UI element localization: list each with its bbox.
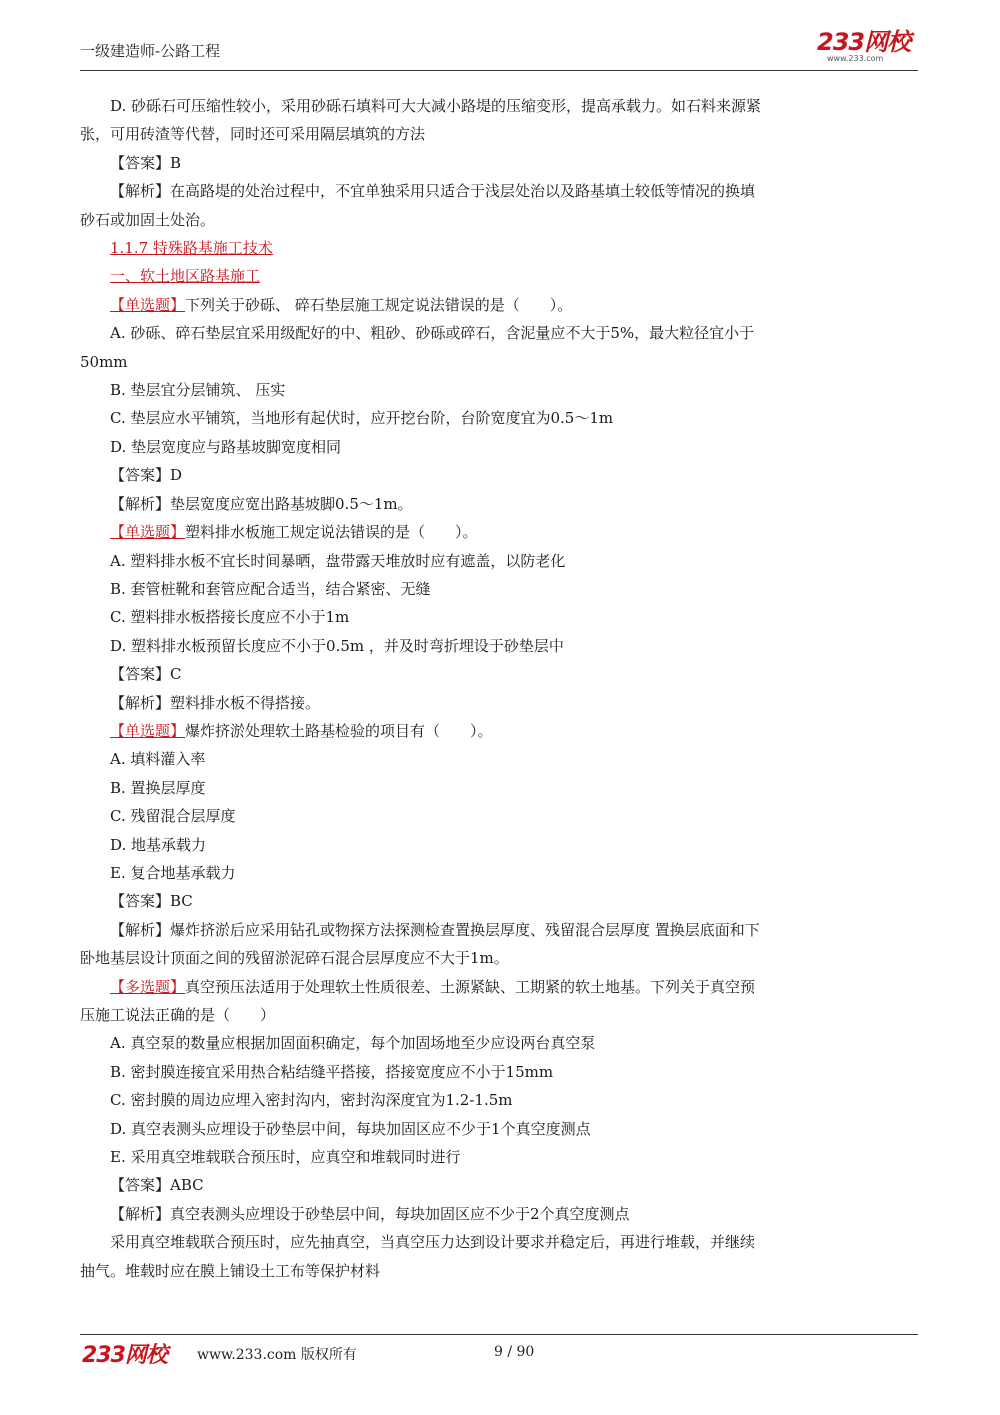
line-text: 【答案】C bbox=[110, 665, 182, 684]
text-line bbox=[80, 1086, 920, 1114]
logo-text: 233网校 bbox=[817, 28, 911, 56]
line-text: E. 采用真空堆载联合预压时，应真空和堆载同时进行 bbox=[110, 1148, 461, 1167]
line-text: 【解析】垫层宽度应宽出路基坡脚0.5～1m。 bbox=[110, 494, 413, 513]
text-line bbox=[80, 802, 920, 830]
line-text: B. 套管桩靴和套管应配合适当，结合紧密、无缝 bbox=[110, 579, 431, 598]
text-line bbox=[80, 632, 920, 660]
line-text: 张，可用砖渣等代替，同时还可采用隔层填筑的方法 bbox=[80, 125, 426, 144]
text-line bbox=[80, 1001, 920, 1029]
text-line bbox=[80, 547, 920, 575]
text-line bbox=[80, 1171, 920, 1199]
line-text: 【答案】D bbox=[110, 466, 183, 485]
text-line bbox=[80, 1029, 920, 1057]
text-line bbox=[80, 973, 920, 1001]
page-number: 9 / 90 bbox=[494, 1344, 535, 1360]
text-line bbox=[80, 490, 920, 518]
line-text: 砂石或加固土处治。 bbox=[80, 210, 216, 229]
text-line bbox=[80, 1143, 920, 1171]
line-text: B. 垫层宜分层铺筑、 压实 bbox=[110, 381, 286, 400]
text-line bbox=[80, 262, 920, 290]
text-line bbox=[80, 887, 920, 915]
question-type-tag: 【单选题】 bbox=[110, 523, 186, 542]
text-line bbox=[80, 944, 920, 972]
question-type-tag: 【单选题】 bbox=[110, 721, 186, 740]
line-text: 【解析】爆炸挤淤后应采用钻孔或物探方法探测检查置换层厚度、残留混合层厚度 置换层底面和下 bbox=[110, 920, 760, 939]
question-type-tag: 【单选题】 bbox=[110, 295, 186, 314]
text-line bbox=[80, 319, 920, 347]
text-line bbox=[80, 1257, 920, 1285]
text-line bbox=[80, 149, 920, 177]
brand-logo[interactable] bbox=[817, 30, 927, 70]
line-text: B. 置换层厚度 bbox=[110, 778, 206, 797]
text-line bbox=[80, 603, 920, 631]
line-text: A. 真空泵的数量应根据加固面积确定，每个加固场地至少应设两台真空泵 bbox=[110, 1034, 596, 1053]
text-line bbox=[80, 404, 920, 432]
footer-logo[interactable]: 233网校 bbox=[82, 1343, 167, 1368]
line-text: 【解析】真空表测头应埋设于砂垫层中间，每块加固区应不少于2个真空度测点 bbox=[110, 1204, 630, 1223]
text-line bbox=[80, 376, 920, 404]
text-line bbox=[80, 234, 920, 262]
text-line bbox=[80, 120, 920, 148]
line-text: D. 真空表测头应埋设于砂垫层中间，每块加固区应不少于1个真空度测点 bbox=[110, 1119, 591, 1138]
line-text: 下列关于砂砾、 碎石垫层施工规定说法错误的是（ ）。 bbox=[185, 295, 573, 314]
line-text: 【答案】B bbox=[110, 153, 182, 172]
header-title: 一级建造师-公路工程 bbox=[80, 42, 221, 60]
text-line bbox=[80, 177, 920, 205]
line-text: D. 垫层宽度应与路基坡脚宽度相同 bbox=[110, 437, 342, 456]
text-line bbox=[80, 92, 920, 120]
line-text: C. 残留混合层厚度 bbox=[110, 807, 236, 826]
line-text: D. 砂砾石可压缩性较小，采用砂砾石填料可大大减小路堤的压缩变形，提高承载力。如石料来源紧 bbox=[110, 97, 762, 115]
document-body bbox=[80, 92, 920, 1285]
line-text: 抽气。堆载时应在膜上铺设土工布等保护材料 bbox=[80, 1261, 381, 1280]
text-line bbox=[80, 1200, 920, 1228]
text-line bbox=[80, 859, 920, 887]
line-text: 【答案】ABC bbox=[110, 1176, 204, 1195]
logo-url: www.233.com bbox=[827, 54, 884, 63]
text-line bbox=[80, 774, 920, 802]
text-line bbox=[80, 831, 920, 859]
footer-divider bbox=[80, 1334, 918, 1335]
line-text: D. 地基承载力 bbox=[110, 835, 207, 854]
line-text: A. 填料灌入率 bbox=[110, 750, 206, 769]
line-text: 【解析】在高路堤的处治过程中，不宜单独采用只适合于浅层处治以及路基填土较低等情况的换填 bbox=[110, 182, 756, 201]
line-text: A. 砂砾、碎石垫层宜采用级配好的中、粗砂、砂砾或碎石，含泥量应不大于5%，最大粒径宜小于 bbox=[110, 324, 755, 343]
line-text: C. 塑料排水板搭接长度应不小于1m bbox=[110, 608, 350, 627]
line-text: 【解析】塑料排水板不得搭接。 bbox=[110, 693, 321, 712]
line-text: D. 塑料排水板预留长度应不小于0.5m ，并及时弯折埋设于砂垫层中 bbox=[110, 636, 564, 655]
text-line bbox=[80, 206, 920, 234]
text-line bbox=[80, 291, 920, 319]
text-line bbox=[80, 1228, 920, 1256]
line-text: B. 密封膜连接宜采用热合粘结缝平搭接，搭接宽度应不小于15mm bbox=[110, 1062, 554, 1081]
text-line bbox=[80, 348, 920, 376]
line-text: 50mm bbox=[80, 352, 128, 371]
text-line bbox=[80, 1058, 920, 1086]
text-line bbox=[80, 433, 920, 461]
line-text: 爆炸挤淤处理软土路基检验的项目有（ ）。 bbox=[185, 721, 493, 740]
text-line bbox=[80, 916, 920, 944]
line-text: 真空预压法适用于处理软土性质很差、土源紧缺、工期紧的软土地基。下列关于真空预 bbox=[185, 977, 756, 996]
text-line bbox=[80, 660, 920, 688]
footer-copyright: www.233.com 版权所有 bbox=[197, 1347, 357, 1363]
line-text: 塑料排水板施工规定说法错误的是（ ）。 bbox=[185, 523, 478, 542]
line-text: 卧地基层设计顶面之间的残留淤泥碎石混合层厚度应不大于1m。 bbox=[80, 949, 509, 968]
text-line bbox=[80, 461, 920, 489]
text-line bbox=[80, 689, 920, 717]
text-line bbox=[80, 745, 920, 773]
line-text: E. 复合地基承载力 bbox=[110, 863, 236, 882]
header-divider bbox=[80, 70, 918, 71]
line-text: 【答案】BC bbox=[110, 892, 193, 911]
line-text: 压施工说法正确的是（ ） bbox=[80, 1006, 276, 1024]
line-text: 1.1.7 特殊路基施工技术 bbox=[110, 239, 273, 258]
text-line bbox=[80, 575, 920, 603]
text-line bbox=[80, 717, 920, 745]
question-type-tag: 【多选题】 bbox=[110, 977, 186, 996]
line-text: C. 密封膜的周边应埋入密封沟内，密封沟深度宜为1.2-1.5m bbox=[110, 1091, 513, 1110]
line-text: C. 垫层应水平铺筑，当地形有起伏时，应开挖台阶，台阶宽度宜为0.5～1m bbox=[110, 409, 614, 428]
line-text: 一、软土地区路基施工 bbox=[110, 267, 261, 286]
text-line bbox=[80, 1115, 920, 1143]
text-line bbox=[80, 518, 920, 546]
line-text: 采用真空堆载联合预压时，应先抽真空，当真空压力达到设计要求并稳定后，再进行堆载，并继续 bbox=[110, 1233, 756, 1252]
line-text: A. 塑料排水板不宜长时间暴晒，盘带露天堆放时应有遮盖，以防老化 bbox=[110, 551, 566, 570]
